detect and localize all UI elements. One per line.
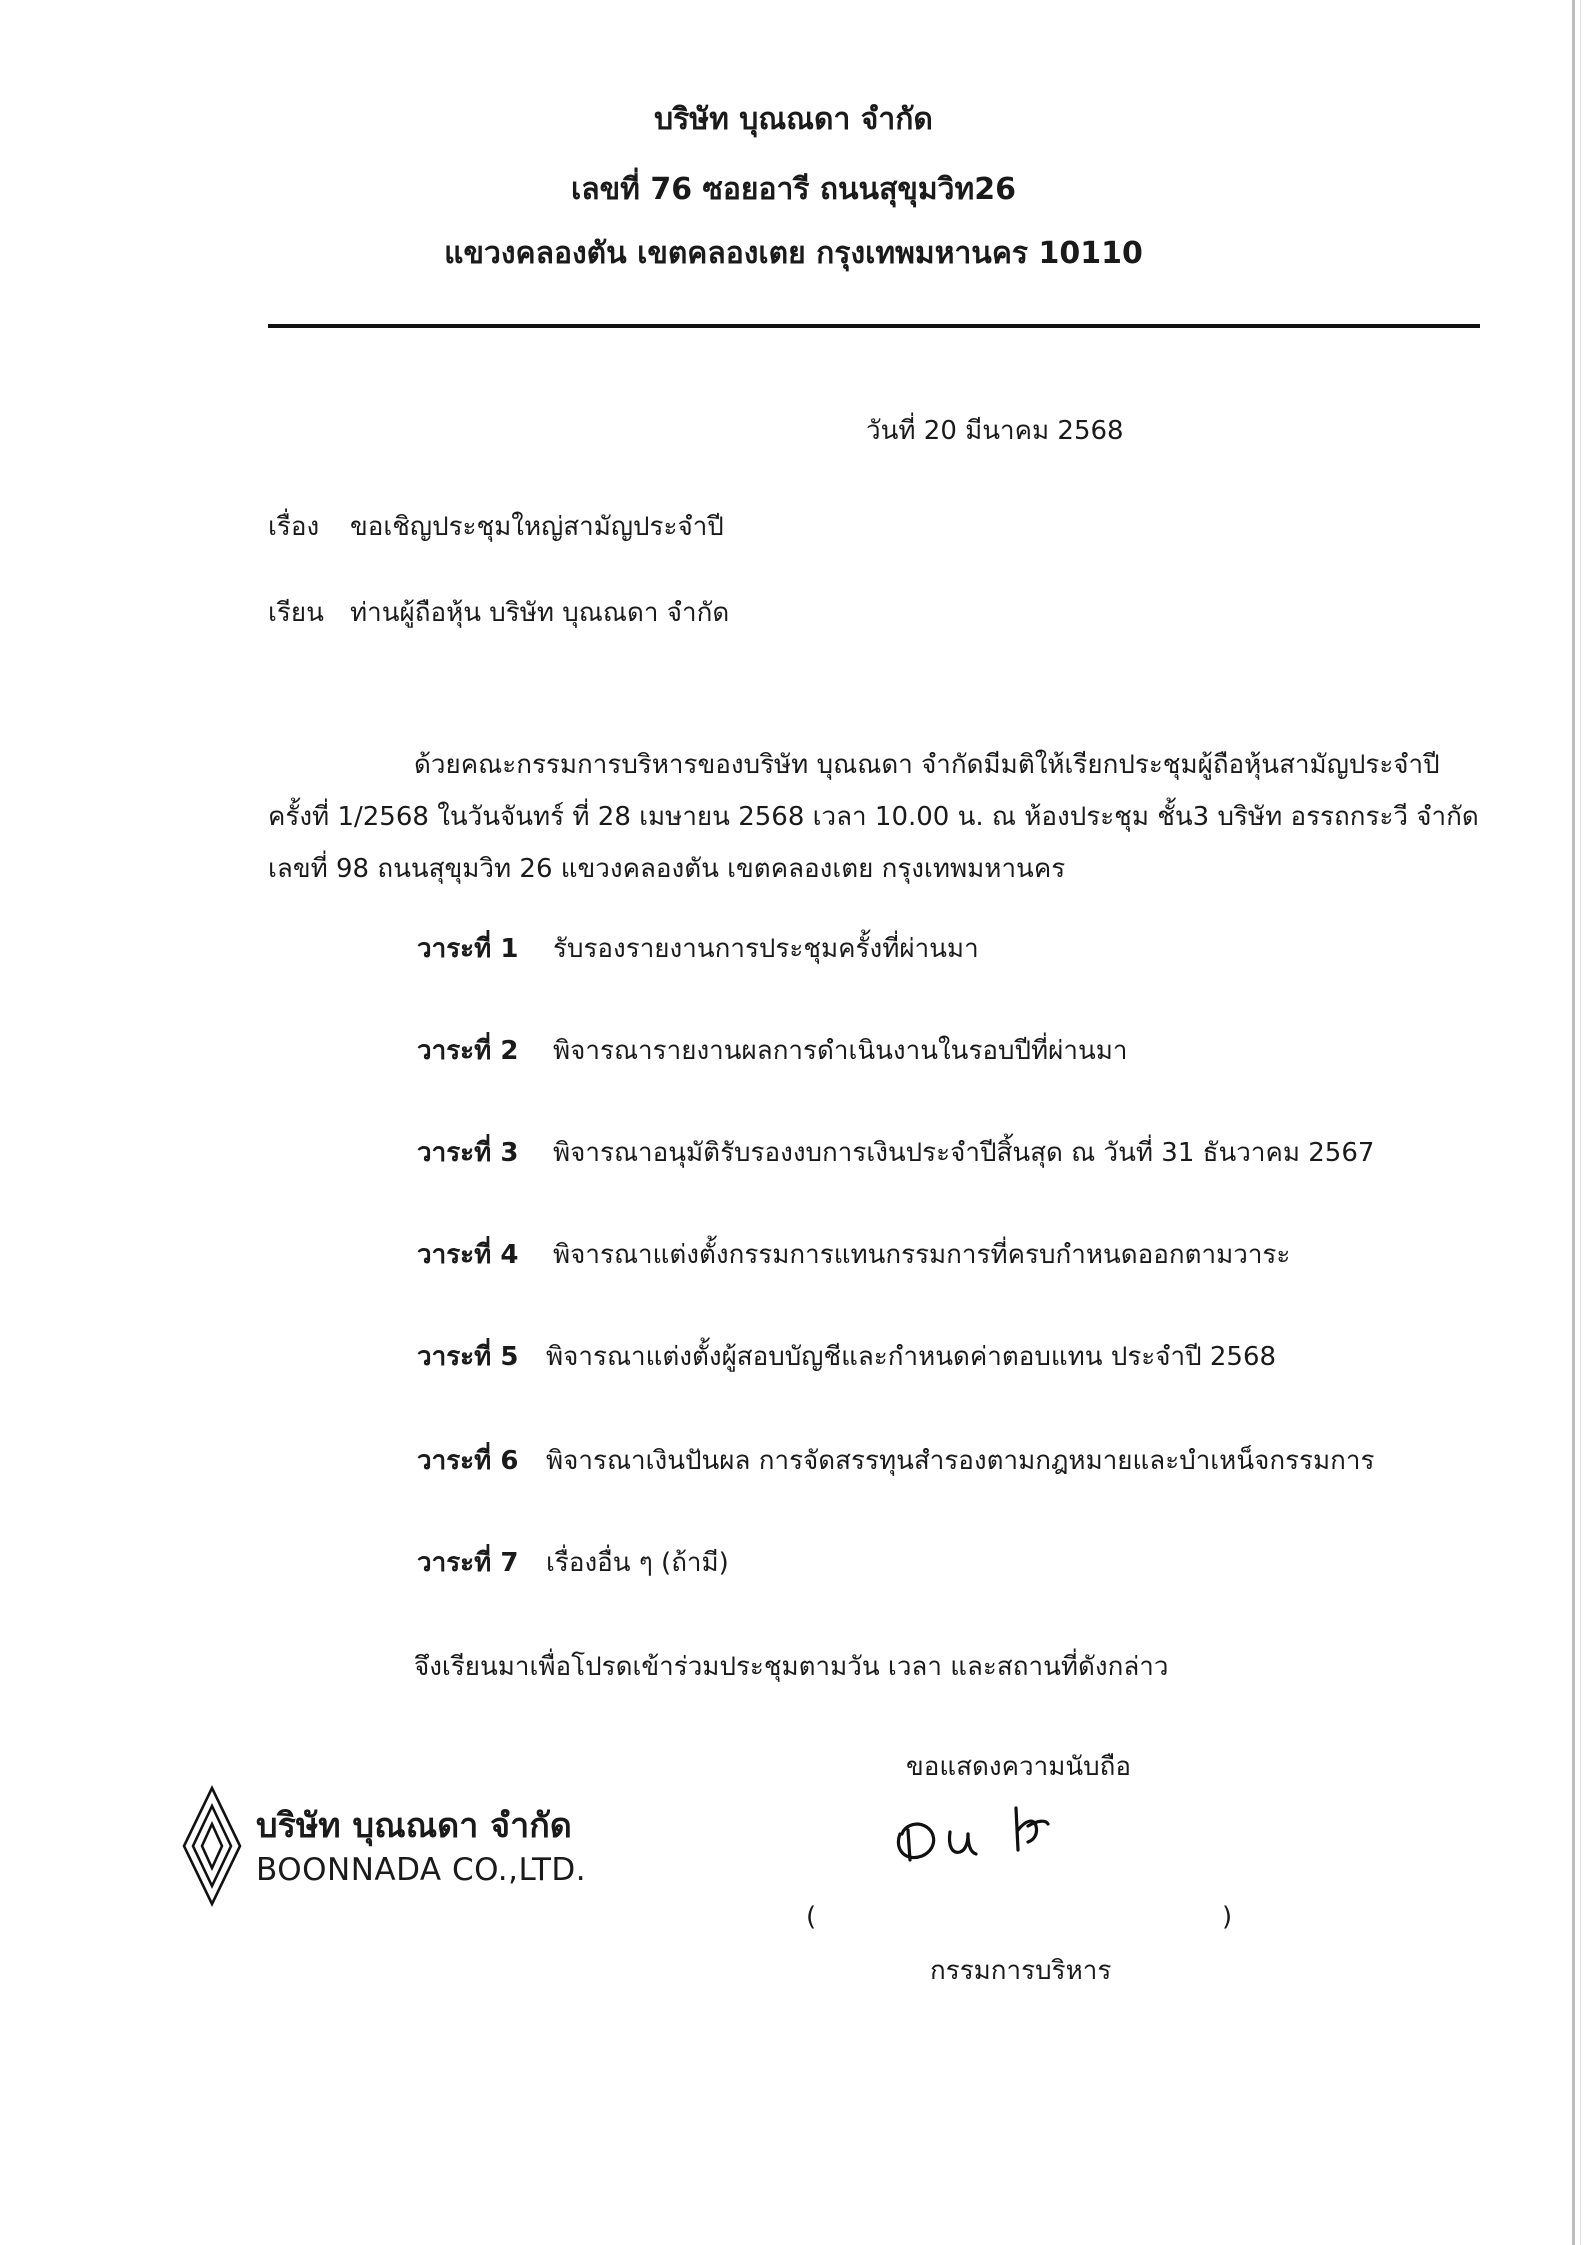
agenda-text: พิจารณาเงินปันผล การจัดสรรทุนสำรองตามกฎหมายและบำเหน็จกรรมการ bbox=[546, 1446, 1375, 1476]
body-line-2: ครั้งที่ 1/2568 ในวันจันทร์ ที่ 28 เมษายน 2568 เวลา 10.00 น. ณ ห้องประชุม ชั้น3 บริษัท อรรถกระวี จำกัด bbox=[268, 802, 1479, 832]
diamond-logo-icon bbox=[180, 1784, 244, 1908]
header-rule bbox=[268, 324, 1480, 328]
agenda-text: รับรองรายงานการประชุมครั้งที่ผ่านมา bbox=[553, 934, 979, 964]
body-line-1: ด้วยคณะกรรมการบริหารของบริษัท บุณณดา จำกัดมีมติให้เรียกประชุมผู้ถือหุ้นสามัญประจำปี bbox=[414, 750, 1440, 780]
agenda-number: วาระที่ 1 bbox=[417, 934, 519, 964]
agenda-text: พิจารณารายงานผลการดำเนินงานในรอบปีที่ผ่านมา bbox=[553, 1036, 1128, 1066]
subject-text: ขอเชิญประชุมใหญ่สามัญประจำปี bbox=[350, 512, 724, 542]
agenda-text: พิจารณาแต่งตั้งกรรมการแทนกรรมการที่ครบกำหนดออกตามวาระ bbox=[553, 1240, 1291, 1270]
agenda-number: วาระที่ 6 bbox=[417, 1446, 519, 1476]
body-line-3: เลขที่ 98 ถนนสุขุมวิท 26 แขวงคลองตัน เขตคลองเตย กรุงเทพมหานคร bbox=[268, 854, 1066, 884]
subject-label: เรื่อง bbox=[268, 512, 320, 542]
agenda-number: วาระที่ 3 bbox=[417, 1138, 519, 1168]
agenda-text: เรื่องอื่น ๆ (ถ้ามี) bbox=[546, 1548, 729, 1578]
agenda-number: วาระที่ 4 bbox=[417, 1240, 519, 1270]
agenda-text: พิจารณาอนุมัติรับรองงบการเงินประจำปีสิ้นสุด ณ วันที่ 31 ธันวาคม 2567 bbox=[553, 1138, 1375, 1168]
stamp-name-english: BOONNADA CO.,LTD. bbox=[256, 1852, 587, 1888]
signer-title: กรรมการบริหาร bbox=[930, 1956, 1112, 1986]
agenda-number: วาระที่ 7 bbox=[417, 1548, 519, 1578]
scan-edge-line bbox=[1580, 0, 1581, 2245]
recipient-label: เรียน bbox=[268, 598, 324, 628]
closing-sentence: จึงเรียนมาเพื่อโปรดเข้าร่วมประชุมตามวัน เวลา และสถานที่ดังกล่าว bbox=[414, 1652, 1169, 1682]
scan-edge-shadow bbox=[1572, 0, 1575, 2245]
signature-paren-close: ) bbox=[1222, 1902, 1233, 1932]
signature-paren-open: ( bbox=[806, 1902, 817, 1932]
handwritten-signature bbox=[888, 1790, 1088, 1880]
agenda-number: วาระที่ 5 bbox=[417, 1342, 519, 1372]
stamp-name-thai: บริษัท บุณณดา จำกัด bbox=[256, 1806, 572, 1846]
agenda-text: พิจารณาแต่งตั้งผู้สอบบัญชีและกำหนดค่าตอบแทน ประจำปี 2568 bbox=[546, 1342, 1277, 1372]
agenda-number: วาระที่ 2 bbox=[417, 1036, 519, 1066]
regards: ขอแสดงความนับถือ bbox=[906, 1752, 1131, 1782]
address-line-2: แขวงคลองตัน เขตคลองเตย กรุงเทพมหานคร 10110 bbox=[444, 236, 1143, 271]
company-name: บริษัท บุณณดา จำกัด bbox=[654, 102, 933, 137]
recipient-text: ท่านผู้ถือหุ้น บริษัท บุณณดา จำกัด bbox=[350, 598, 730, 628]
address-line-1: เลขที่ 76 ซอยอารี ถนนสุขุมวิท26 bbox=[570, 172, 1017, 207]
letter-date: วันที่ 20 มีนาคม 2568 bbox=[866, 416, 1124, 446]
